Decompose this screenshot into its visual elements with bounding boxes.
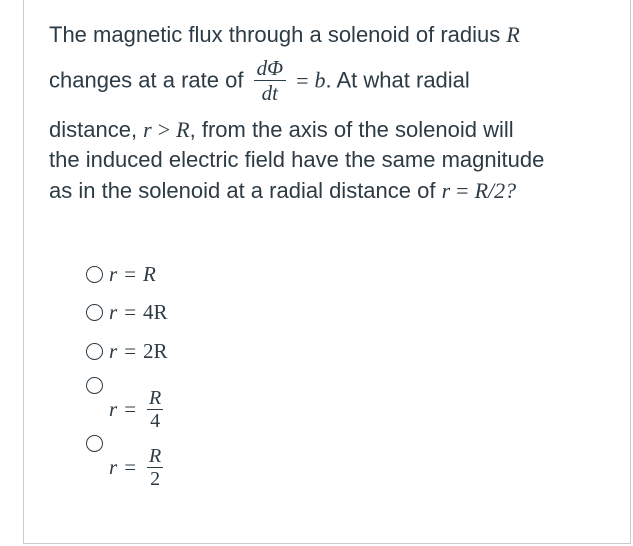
question-text-segment: as in the solenoid at a radial distance of — [49, 178, 442, 203]
question-text-segment: changes at a rate of — [49, 67, 250, 93]
answer-option-5[interactable] — [86, 431, 167, 490]
question-line-4 — [49, 149, 544, 171]
math-variable: r — [109, 455, 118, 479]
equals-sign: = — [124, 339, 137, 363]
question-line-3 — [49, 119, 514, 141]
answer-fraction — [147, 387, 163, 432]
answer-value: 2R — [143, 339, 168, 363]
fraction-denominator: 2 — [150, 468, 161, 490]
answer-value: R — [143, 262, 156, 286]
math-variable: r — [109, 397, 118, 421]
question-text-segment: , from the axis of the solenoid will — [189, 117, 514, 142]
question-line-5 — [49, 180, 516, 202]
answer-label — [109, 300, 168, 325]
question-text-segment: the induced electric field have the same magnitude — [49, 147, 545, 172]
fraction-denominator: dt — [261, 81, 278, 105]
math-variable: r — [109, 300, 118, 324]
math-variable: r — [109, 339, 118, 363]
radio-button[interactable] — [86, 266, 103, 283]
answer-value: 4R — [143, 300, 168, 324]
question-text-segment: distance, — [49, 117, 144, 142]
math-variable: r — [441, 178, 451, 203]
greater-than-sign: > — [157, 117, 171, 142]
question-line-1 — [49, 24, 520, 46]
radio-button[interactable] — [86, 377, 103, 394]
radio-button[interactable] — [86, 435, 103, 452]
math-expression: R/2? — [474, 178, 517, 203]
fraction-denominator: 4 — [150, 410, 161, 432]
question-line-2 — [49, 56, 470, 105]
question-text-segment: The magnetic flux through a solenoid of radius — [49, 22, 507, 47]
equals-sign: = — [296, 67, 309, 93]
answer-option-2[interactable] — [86, 300, 168, 325]
equals-sign: = — [124, 397, 137, 421]
answer-fraction — [147, 445, 163, 490]
equals-sign: = — [124, 300, 137, 324]
answer-option-4[interactable] — [86, 373, 167, 432]
math-variable: r — [109, 262, 118, 286]
equals-sign: = — [124, 262, 137, 286]
answer-option-1[interactable] — [86, 262, 156, 287]
math-variable: R — [176, 117, 190, 142]
answer-label — [109, 387, 167, 432]
math-variable: b — [314, 67, 326, 93]
flux-rate-fraction — [254, 56, 287, 105]
answer-label — [109, 445, 167, 490]
equals-sign: = — [456, 178, 469, 203]
answer-label — [109, 339, 168, 364]
answer-label — [109, 262, 156, 287]
fraction-numerator: R — [149, 387, 162, 409]
radio-button[interactable] — [86, 343, 103, 360]
radio-button[interactable] — [86, 304, 103, 321]
answer-option-3[interactable] — [86, 339, 168, 364]
math-variable: r — [143, 117, 152, 142]
fraction-numerator: R — [149, 445, 162, 467]
question-text-segment: . At what radial — [325, 67, 470, 93]
math-variable: R — [506, 22, 520, 47]
fraction-numerator: dΦ — [256, 56, 284, 80]
equals-sign: = — [124, 455, 137, 479]
